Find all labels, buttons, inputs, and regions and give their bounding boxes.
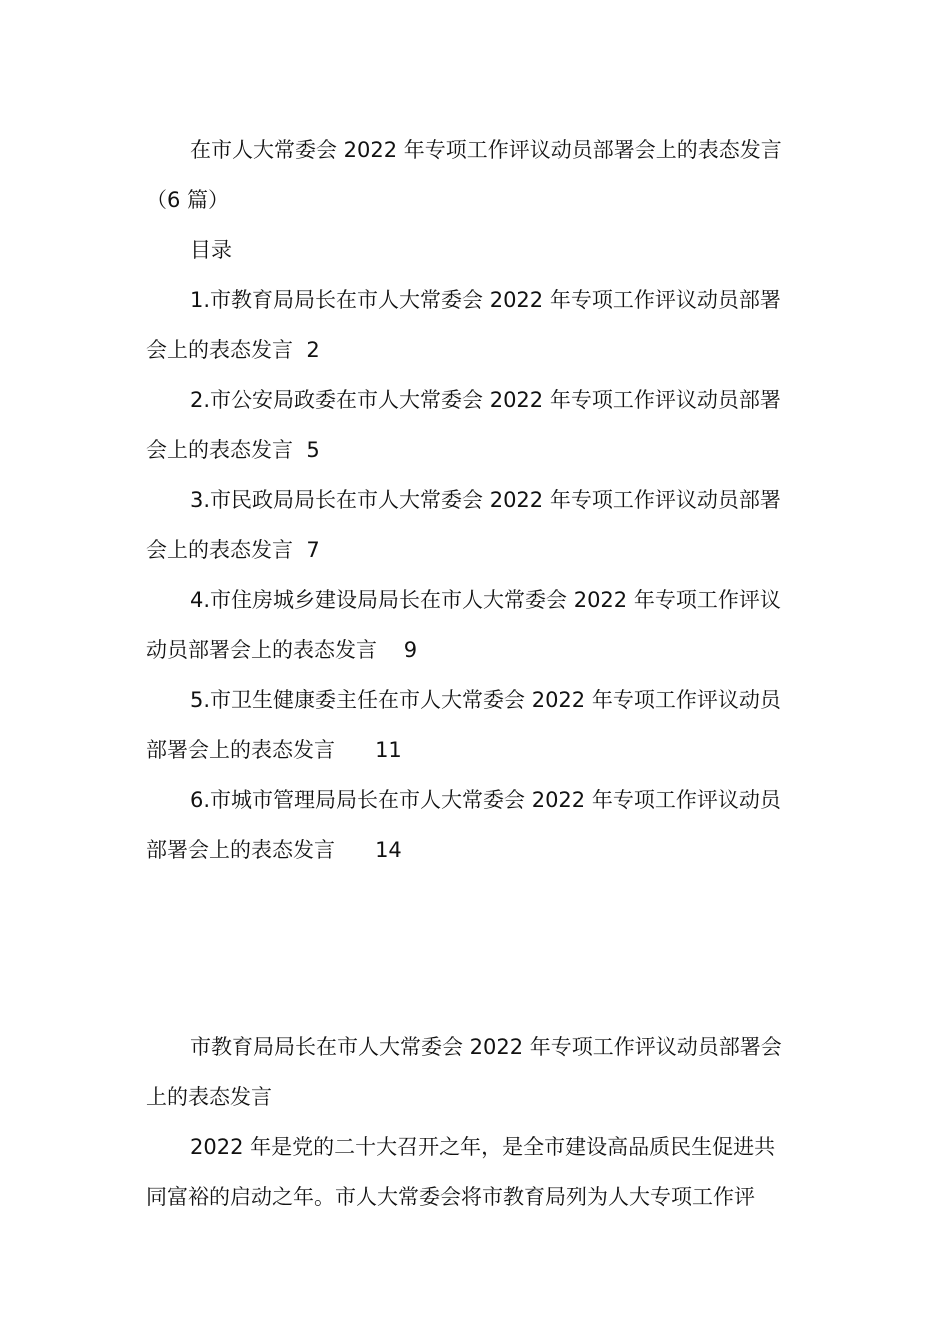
- section-title-line-2: 上的表态发言: [146, 1085, 272, 1109]
- toc-item-title-line-1: 4.市住房城乡建设局局长在市人大常委会 2022 年专项工作评议: [190, 588, 781, 612]
- toc-item-title-line-1: 6.市城市管理局局长在市人大常委会 2022 年专项工作评议动员: [190, 788, 781, 812]
- document-title: [146, 125, 816, 225]
- toc-item-title-line-2: [146, 825, 816, 875]
- toc-item[interactable]: [146, 375, 816, 475]
- toc-item-title-line-2: [146, 625, 816, 675]
- toc-heading-text: 目录: [190, 238, 232, 262]
- toc-item-title-text: 动员部署会上的表态发言: [146, 638, 377, 662]
- body-paragraph-line-2: 同富裕的启动之年。市人大常委会将市教育局列为人大专项工作评: [146, 1185, 755, 1209]
- toc-item-page-number: 5: [306, 438, 320, 462]
- toc-item-page-number: 9: [403, 638, 418, 662]
- section-title: [146, 1022, 816, 1122]
- toc-item-title-line-2: [146, 725, 816, 775]
- toc-item[interactable]: [146, 575, 816, 675]
- toc-item-title-line-2: [146, 325, 816, 375]
- document-title-line-1: 在市人大常委会 2022 年专项工作评议动员部署会上的表态发言: [190, 138, 782, 162]
- toc-item-title-line-1: 3.市民政局局长在市人大常委会 2022 年专项工作评议动员部署: [190, 488, 781, 512]
- toc-item-title-text: 会上的表态发言: [146, 538, 293, 562]
- toc-item-page-number: 14: [375, 838, 402, 862]
- toc-item[interactable]: [146, 775, 816, 875]
- toc-item-page-number: 11: [375, 738, 402, 762]
- toc-item[interactable]: [146, 275, 816, 375]
- toc-item-title-text: 部署会上的表态发言: [146, 738, 335, 762]
- toc-item-title-line-1: 1.市教育局局长在市人大常委会 2022 年专项工作评议动员部署: [190, 288, 781, 312]
- toc-item-title-line-2: [146, 525, 816, 575]
- section-title-line-1: 市教育局局长在市人大常委会 2022 年专项工作评议动员部署会: [190, 1035, 782, 1059]
- toc-item[interactable]: [146, 475, 816, 575]
- toc-item-title-line-1: 2.市公安局政委在市人大常委会 2022 年专项工作评议动员部署: [190, 388, 781, 412]
- toc-item-page-number: 7: [306, 538, 320, 562]
- toc-item[interactable]: [146, 675, 816, 775]
- toc-item-title-text: 会上的表态发言: [146, 438, 293, 462]
- toc-item-title-text: 会上的表态发言: [146, 338, 293, 362]
- toc-item-title-text: 部署会上的表态发言: [146, 838, 335, 862]
- document-title-line-2: （6 篇）: [146, 188, 230, 212]
- toc-item-title-line-2: [146, 425, 816, 475]
- body-paragraph: [146, 1122, 816, 1222]
- toc-heading: [146, 225, 816, 275]
- toc-item-title-line-1: 5.市卫生健康委主任在市人大常委会 2022 年专项工作评议动员: [190, 688, 781, 712]
- body-paragraph-line-1: 2022 年是党的二十大召开之年，是全市建设高品质民生促进共: [190, 1135, 776, 1159]
- toc-item-page-number: 2: [306, 338, 320, 362]
